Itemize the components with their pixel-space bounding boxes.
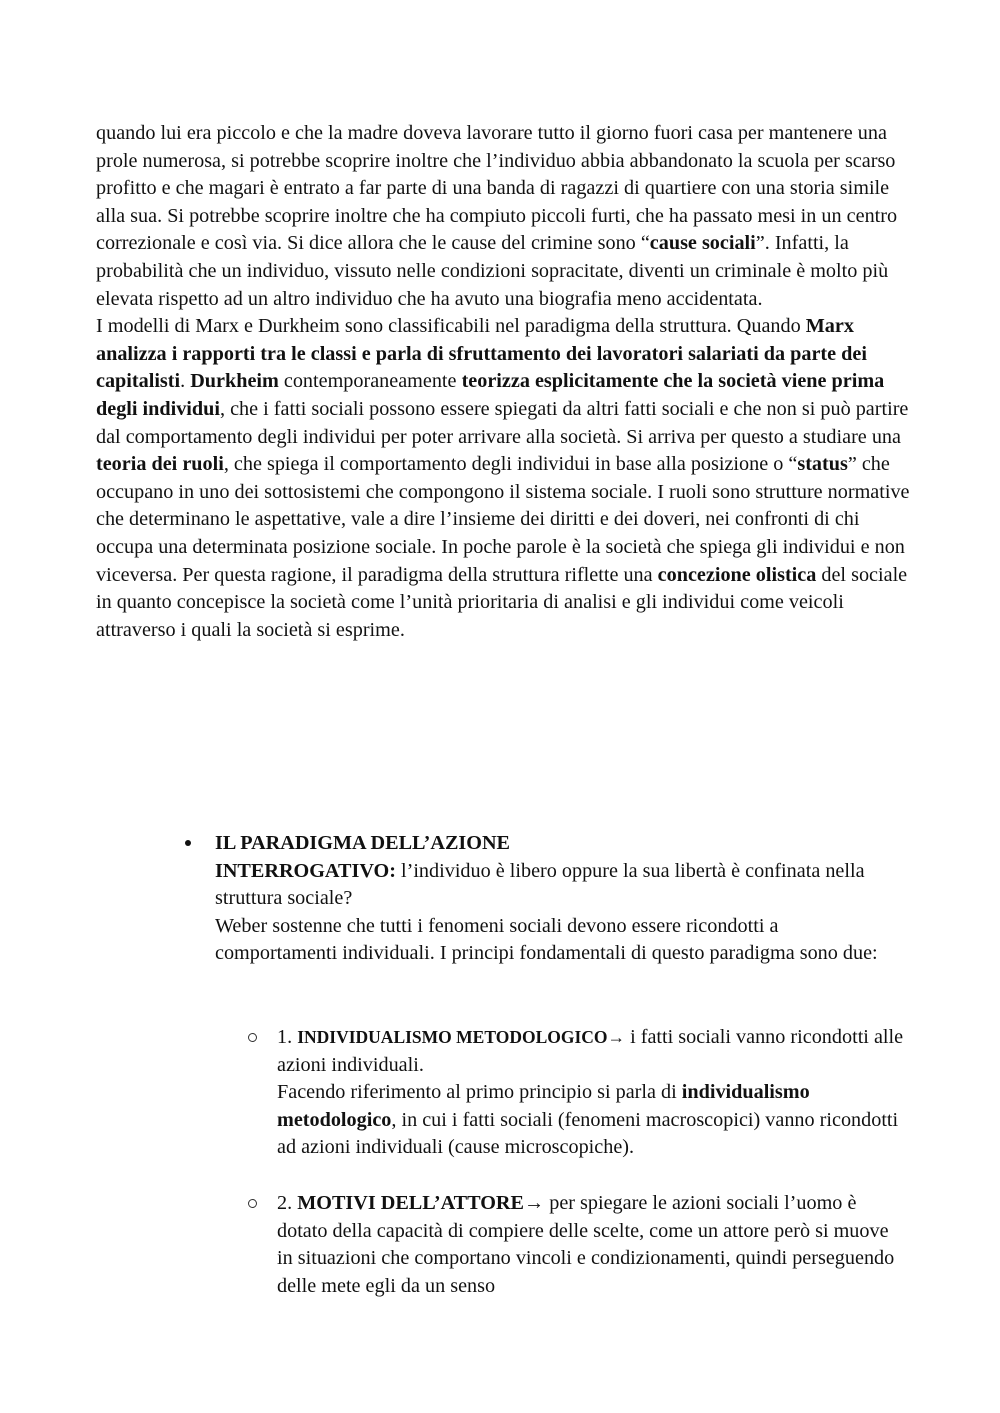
main-text-block bbox=[96, 120, 911, 644]
paragraph-paradigma-struttura: I modelli di Marx e Durkheim sono classificabili nel paradigma della struttura. Quando Marx analizza i rapporti tra le classi e parla di sfruttamento dei lavoratori salariati da parte dei capitalisti. Durkheim contemporaneamente teorizza esplicitamente che la società viene prima degli individui, che i fatti sociali possono essere spiegati da altri fatti sociali e che non si può partire dal comportamento degli individui per poter arrivare alla società. Si arriva per questo a studiare una teoria dei ruoli, che spiega il comportamento degli individui in base alla posizione o “status” che occupano in uno dei sottosistemi che compongono il sistema sociale. I ruoli sono strutture normative che determinano le aspettative, vale a dire l’insieme dei diritti e dei doveri, nei confronti di chi occupa una determinata posizione sociale. In poche parole è la società che spiega gli individui e non viceversa. Per questa ragione, il paradigma della struttura riflette una concezione olistica del sociale in quanto concepisce la società come l’unità prioritaria di analisi e gli individui come veicoli attraverso i quali la società si esprime. bbox=[96, 315, 910, 641]
circle-bullet-icon bbox=[248, 1199, 257, 1208]
circle-bullet-icon bbox=[248, 1033, 257, 1042]
sub-item-motivi-attore bbox=[277, 1190, 907, 1300]
sub-item-heading: 1. INDIVIDUALISMO METODOLOGICO→ i fatti sociali vanno ricondotti alle azioni individuali. bbox=[277, 1026, 904, 1076]
sub-item-body: Facendo riferimento al primo principio si parla di individualismo metodologico, in cui i fatti sociali (fenomeni macroscopici) vanno ricondotti ad azioni individuali (cause microscopiche). bbox=[277, 1081, 899, 1159]
emphasis-individualismo: individualismo metodologico bbox=[277, 1081, 810, 1131]
emphasis-concezione-olistica: concezione olistica bbox=[657, 563, 817, 586]
sub-item-heading: 2. MOTIVI DELL’ATTORE→ per spiegare le azioni sociali l’uomo è dotato della capacità di compiere delle scelte, come un attore però si muove in situazioni che comportano vincoli e condizionamenti, quindi perseguendo delle mete egli da un senso bbox=[277, 1192, 895, 1297]
weber-paragraph: Weber sostenne che tutti i fenomeni sociali devono essere ricondotti a comportamenti individuali. I principi fondamentali di questo paradigma sono due: bbox=[215, 914, 878, 965]
sub-item-label: MOTIVI DELL’ATTORE→ bbox=[297, 1192, 545, 1214]
bullet-dot-icon bbox=[185, 840, 191, 846]
emphasis-societa-prima: teorizza esplicitamente che la società viene prima degli individui bbox=[96, 370, 885, 420]
emphasis-teoria-ruoli: teoria dei ruoli bbox=[96, 453, 224, 476]
emphasis-status: status bbox=[797, 453, 848, 476]
emphasis-marx: Marx analizza i rapporti tra le classi e parla di sfruttamento dei lavoratori salariati da parte dei capitalisti bbox=[96, 315, 867, 393]
sub-item-label: INDIVIDUALISMO METODOLOGICO→ bbox=[297, 1027, 626, 1047]
sub-item-individualismo bbox=[277, 1024, 907, 1162]
paragraph-cause-sociali: quando lui era piccolo e che la madre doveva lavorare tutto il giorno fuori casa per mantenere una prole numerosa, si potrebbe scoprire inoltre che l’individuo abbia abbandonato la scuola per scarso profitto e che magari è entrato a far parte di una banda di ragazzi di quartiere con una storia simile alla sua. Si potrebbe scoprire inoltre che ha compiuto piccoli furti, che ha passato mesi in un centro correzionale e così via. Si dice allora che le cause del crimine sono “cause sociali”. Infatti, la probabilità che un individuo, vissuto nelle condizioni sopracitate, diventi un criminale è molto più elevata rispetto ad un altro individuo che ha avuto una biografia meno accidentata. bbox=[96, 122, 898, 310]
bullet-heading: IL PARADIGMA DELL’AZIONE bbox=[215, 832, 511, 854]
bullet-paradigma-azione bbox=[215, 830, 905, 968]
emphasis-durkheim: Durkheim bbox=[190, 370, 279, 393]
emphasis-cause-sociali: cause sociali bbox=[649, 232, 756, 255]
interrogativo-label: INTERROGATIVO: bbox=[215, 859, 396, 882]
interrogativo: INTERROGATIVO: l’individuo è libero oppure la sua libertà è confinata nella struttura sociale? bbox=[215, 859, 865, 910]
